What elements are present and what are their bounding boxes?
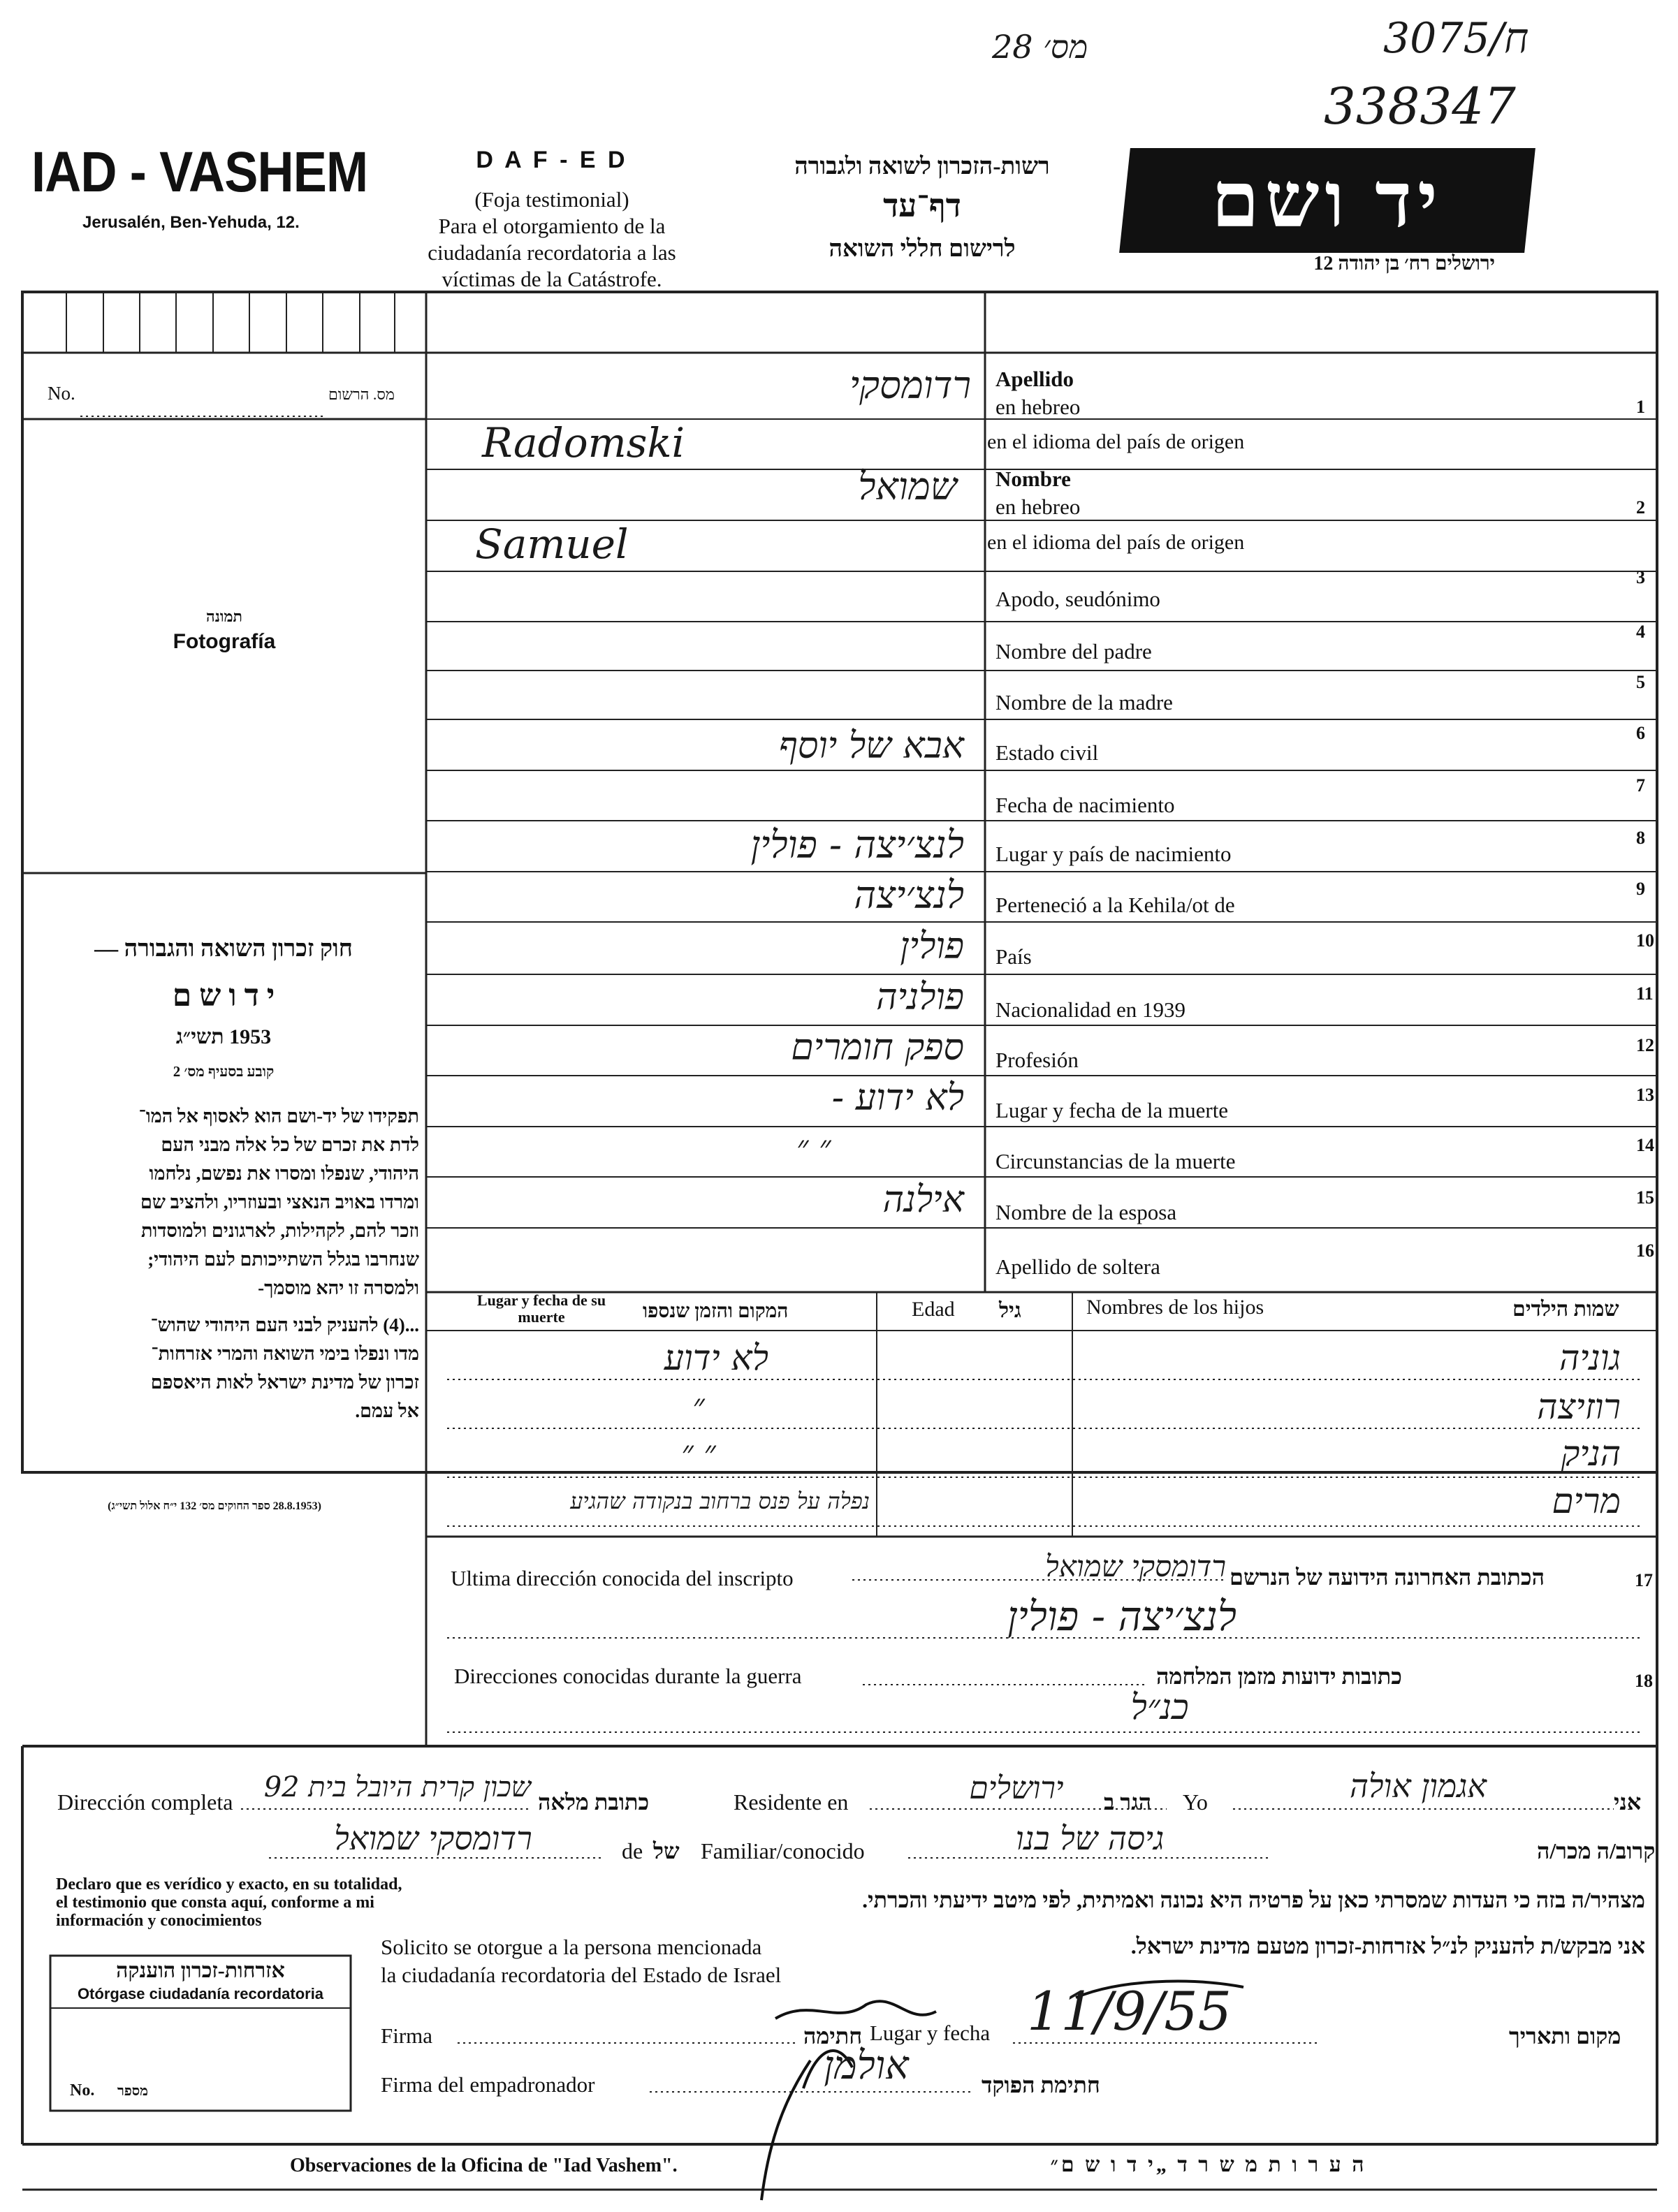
field-label: Nombre de la madre [995, 690, 1173, 715]
footer-observations: Observaciones de la Oficina de "Iad Vashem". [290, 2155, 678, 2176]
sheet-number: 28 מס׳ [992, 28, 1088, 66]
enumerator-signature-label: Firma del empadronador [381, 2072, 595, 2097]
last-address-value[interactable]: רדומסקי שמואל [1045, 1549, 1226, 1583]
field-number: 2 [1636, 497, 1645, 518]
child-death-place[interactable]: ״ [692, 1386, 705, 1424]
field-value-profession[interactable]: ספק חומרים [791, 1027, 964, 1069]
relation-label-he: קרוב/ה מכר/ה [1537, 1838, 1656, 1863]
field-label: Apellido de soltera [995, 1254, 1160, 1279]
field-label: País [995, 944, 1032, 969]
place-date-label: Lugar y fecha [870, 2021, 991, 2045]
declaration-he: מצהיר/ה בזה כי העדות שמסרתי כאן על פרטיה היא נכונה ואמיתית, לפי מיטב ידיעתי והכרתי. [862, 1887, 1645, 1912]
field-label: en el idioma del país de origen [987, 430, 1245, 453]
field-value-surname[interactable]: Radomski [482, 419, 685, 467]
field-label: en el idioma del país de origen [987, 531, 1245, 554]
field-label: Perteneció a la Kehila/ot de [995, 893, 1235, 917]
field-value-wife[interactable]: אילנה [882, 1179, 964, 1221]
war-address-label-he: כתובות ידועות מזמן המלחמה [1156, 1664, 1402, 1689]
field-number: 11 [1636, 983, 1654, 1004]
request-he: אני מבקש/ת להעניק לנ״ל אזרחות-זכרון מטעם מדינת ישראל. [1130, 1933, 1645, 1958]
full-address-label-he: כתובת מלאה [538, 1789, 650, 1815]
law-reference: (28.8.1953 ספר החוקים מס׳ 132 י״ח אלול תשי״ג) [108, 1500, 321, 1512]
child-name[interactable]: גוניה [1559, 1338, 1621, 1378]
residence-label: Residente en [734, 1789, 849, 1815]
residence-label-he: הגר ב [1104, 1789, 1152, 1815]
de-label: de [622, 1838, 643, 1863]
memorial-box-no: No. [70, 2081, 95, 2100]
field-number: 17 [1635, 1570, 1653, 1590]
file-reference: 3075/ח [1383, 14, 1529, 63]
children-header-names: Nombres de los hijos [1086, 1296, 1264, 1319]
field-number: 1 [1636, 397, 1645, 417]
field-number: 13 [1636, 1085, 1654, 1105]
field-value-nationality[interactable]: פולניה [876, 976, 964, 1018]
field-number: 3 [1636, 567, 1645, 587]
memorial-box-title: Otórgase ciudadanía recordatoria [77, 1985, 324, 2002]
law-text-line: היהודי, שנפלו ומסרו את נפשם, נלחמו [149, 1163, 419, 1184]
header-hebrew-address: ירושלים רח׳ בן יהודה 12 [1313, 253, 1495, 274]
registry-number: 338347 [1324, 77, 1516, 135]
header-hebrew-org: רשות-הזכרון לשואה ולגבורה [794, 154, 1050, 180]
child-death-place[interactable]: ״ ״ [681, 1433, 716, 1471]
field-number: 6 [1636, 723, 1645, 743]
war-address-value[interactable]: כנ״ל [1130, 1687, 1189, 1727]
field-number: 16 [1636, 1240, 1654, 1261]
signature-label: Firma [381, 2023, 433, 2048]
child-name[interactable]: הניק [1561, 1433, 1621, 1474]
field-label: Apodo, seudónimo [995, 587, 1160, 611]
law-text-line: תפקידו של יד-ושם הוא לאסוף אל המו־ [138, 1106, 419, 1127]
header-left-address: Jerusalén, Ben-Yehuda, 12. [82, 213, 300, 232]
relative-of-value[interactable]: רדומסקי שמואל [334, 1819, 532, 1857]
field-label: Nombre del padre [995, 639, 1152, 664]
request-es-line: Solicito se otorgue a la persona mencionada [381, 1935, 762, 1959]
last-address-value-2[interactable]: לנצ׳יצה - פולין [1007, 1592, 1236, 1640]
field-value-surname-he[interactable]: רדומסקי [849, 363, 971, 407]
request-es-line: la ciudadanía recordatoria del Estado de Israel [381, 1963, 782, 1987]
ani-label: אני [1614, 1789, 1642, 1815]
children-header-age: Edad [912, 1298, 955, 1321]
declarant-name[interactable]: אגמון אולה [1349, 1767, 1487, 1805]
field-number: 5 [1636, 672, 1645, 692]
law-text-line: וזכר להם, לקהילות, לארגונים ולמוסדות [140, 1220, 419, 1241]
law-text [28, 1102, 419, 1426]
registration-no-label: No. [48, 383, 75, 404]
signature-label-he: חתימה [803, 2023, 863, 2049]
law-text-line: שנחרבו בגלל השתייכותם לעם היהודי; [147, 1249, 419, 1270]
children-header-names-he: שמות הילדים [1512, 1298, 1619, 1321]
children-header-place-he: המקום והזמן שנספו [643, 1301, 789, 1322]
child-death-place[interactable]: לא ידוע [664, 1338, 768, 1378]
child-name[interactable]: מרים [1552, 1481, 1621, 1521]
children-header-age-he: גיל [999, 1299, 1021, 1322]
field-value-death-place[interactable]: לא ידוע - [831, 1077, 964, 1119]
request-es [381, 1933, 781, 1989]
law-text-line: ולמסרה זו יהא מוסמך- [258, 1277, 419, 1298]
field-label-sub: en hebreo [995, 495, 1081, 519]
header-center-title: D A F - E D [476, 147, 628, 173]
law-text-line: זכרון של מדינת ישראל לאות היאספם [150, 1372, 419, 1393]
law-text-line: מדו ונפלו בימי השואה והמרי אזרחות־ [151, 1343, 419, 1364]
photo-label: Fotografía [173, 630, 276, 653]
law-year: 1953 תשי״ג [175, 1025, 272, 1048]
enumerator-signature-label-he: חתימת הפוקד [982, 2072, 1100, 2097]
date-value[interactable]: 11/9/55 [1027, 1980, 1232, 2042]
field-label: Nombre de la esposa [995, 1200, 1177, 1224]
yo-label: Yo [1183, 1789, 1208, 1815]
field-label: Apellido [995, 367, 1074, 391]
full-address-value[interactable]: שכון קרית היובל בית 92 [263, 1771, 531, 1803]
header-center-subtitle: (Foja testimonial) [474, 187, 629, 212]
registration-no-label-he: מס. הרשום [328, 386, 395, 403]
relation-value[interactable]: גיסה של בנו [1015, 1819, 1165, 1857]
field-value-firstname[interactable]: Samuel [475, 520, 629, 568]
field-number: 10 [1636, 930, 1654, 951]
field-label: Fecha de nacimiento [995, 793, 1175, 817]
full-address-label: Dirección completa [57, 1789, 233, 1815]
field-value-firstname-he[interactable]: שמואל [858, 464, 957, 508]
field-label: Lugar y país de nacimiento [995, 842, 1232, 866]
memorial-box-no-he: מספר [117, 2083, 148, 2099]
field-label: Profesión [995, 1048, 1079, 1072]
field-value-birthplace[interactable]: לנצ׳יצה - פולין [750, 823, 964, 867]
footer-observations-he: ה ע ר ו ת מ ש ר ד „י ד ו ש ם״ [1050, 2153, 1367, 2176]
field-number: 9 [1636, 879, 1645, 899]
declaration-es-line: información y conocimientos [56, 1912, 262, 1930]
war-address-label: Direcciones conocidas durante la guerra [454, 1664, 802, 1688]
law-name: י ד ו ש ם [172, 979, 275, 1013]
declaration-es-line: Declaro que es verídico y exacto, en su totalidad, [56, 1875, 402, 1894]
law-title: חוק זכרון השואה והגבורה — [94, 936, 353, 962]
field-label: Lugar y fecha de la muerte [995, 1098, 1229, 1122]
child-death-place[interactable]: נפלה על פנס ברחוב בנקודה שהגיע [570, 1488, 870, 1514]
field-value-kehila[interactable]: לנצ׳יצה [854, 873, 964, 917]
law-text-line: לדת את זכרם של כל אלה מבני העם [161, 1134, 419, 1155]
last-address-label-he: הכתובת האחרונה הידועה של הנרשם [1230, 1565, 1545, 1590]
header-center-line: Para el otorgamiento de la [438, 214, 666, 238]
field-label-sub: en hebreo [995, 395, 1081, 419]
field-label: Estado civil [995, 740, 1099, 765]
last-address-label: Ultima dirección conocida del inscripto [451, 1566, 794, 1590]
field-value-civil-status[interactable]: אבא של יוסף [778, 725, 964, 767]
header-center-line: víctimas de la Catástrofe. [442, 267, 662, 291]
declaration-es-line: el testimonio que consta aquí, conforme a mi [56, 1894, 374, 1912]
photo-label-he: תמונה [206, 608, 242, 625]
memorial-box-title-he: אזרחות-זכרון הוענקה [116, 1959, 285, 1982]
header-center-line: ciudadanía recordatoria a las [428, 240, 676, 265]
header-hebrew-title: דף־עד [883, 188, 961, 224]
law-text-line: אל עמם. [355, 1400, 419, 1421]
enumerator-signature[interactable]: אולמן [824, 2043, 909, 2088]
field-number: 7 [1636, 775, 1645, 796]
field-number: 4 [1636, 622, 1645, 642]
field-value-death-circumstances[interactable]: ״ ״ [796, 1128, 831, 1166]
field-number: 14 [1636, 1135, 1654, 1155]
field-number: 15 [1636, 1187, 1654, 1208]
field-number: 8 [1636, 828, 1645, 848]
header-left-title: IAD - VASHEM [31, 140, 368, 204]
declaration-es [56, 1875, 475, 1930]
place-date-label-he: מקום ותאריך [1509, 2023, 1621, 2049]
field-label: Nombre [995, 467, 1071, 491]
children-header-place: Lugar y fecha de su muerte [476, 1291, 606, 1326]
header-hebrew-subtitle: לרישום חללי השואה [829, 236, 1016, 262]
residence-value[interactable]: ירושלים [969, 1771, 1064, 1806]
law-text-line: ...(4) להעניק לבני העם היהודי שהוש־ [150, 1314, 419, 1335]
shel-label: של [653, 1838, 680, 1863]
child-name[interactable]: רוזיצה [1537, 1386, 1621, 1427]
yad-vashem-logo [1119, 148, 1535, 253]
field-label: Circunstancias de la muerte [995, 1149, 1236, 1173]
field-label: Nacionalidad en 1939 [995, 997, 1186, 1022]
familiar-label: Familiar/conocido [701, 1838, 865, 1863]
law-text-line: ומרדו באויב הנאצי ובעוזריו, ולהציב שם [140, 1192, 419, 1213]
field-number: 18 [1635, 1671, 1653, 1691]
field-value-country[interactable]: פולין [900, 925, 964, 967]
logo-text: יד ושם [1211, 158, 1443, 243]
field-number: 12 [1636, 1035, 1654, 1055]
law-section: קובע בסעיף מס׳ 2 [173, 1063, 275, 1080]
